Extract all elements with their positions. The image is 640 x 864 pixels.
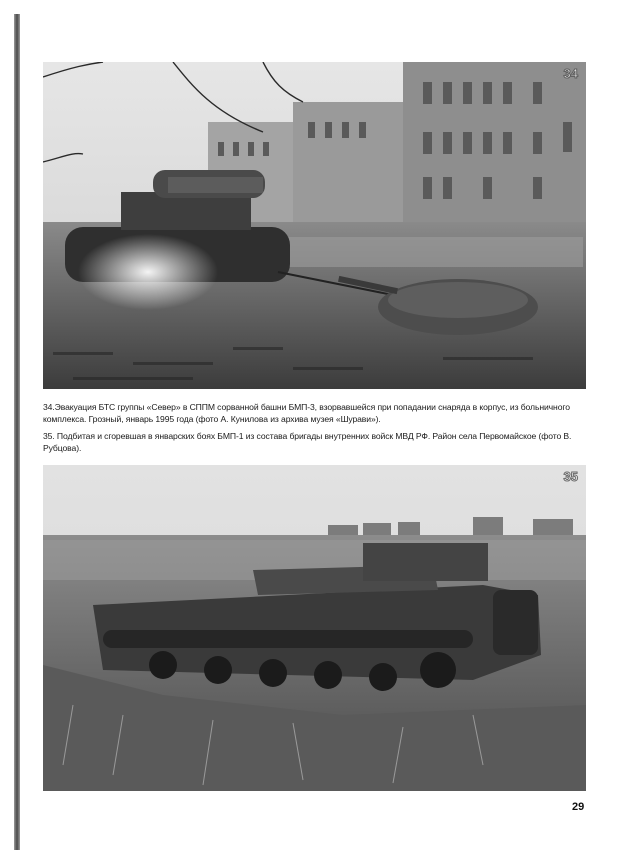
photo-35-image (43, 465, 586, 791)
photo-number: 34 (563, 66, 578, 81)
caption-34: 34.Эвакуация БТС группы «Север» в СППМ сорванной башни БМП-3, взорвавшейся при попадании снаряда в корпус, из больничного комплекса. Грозный, январь 1995 года (фото А. Кунилова из архива музея «Шурави»). (43, 402, 570, 424)
photo-34 (43, 62, 586, 389)
page-number: 29 (572, 801, 585, 813)
photo-35 (43, 465, 586, 791)
photo-34-image (43, 62, 586, 389)
page-binding-edge (14, 14, 20, 850)
caption-35: 35. Подбитая и сгоревшая в январских боях БМП-1 из состава бригады внутренних войск МВД РФ. Район села Первомайское (фото В. Рубцова). (43, 431, 572, 453)
photo-number: 35 (563, 469, 578, 484)
